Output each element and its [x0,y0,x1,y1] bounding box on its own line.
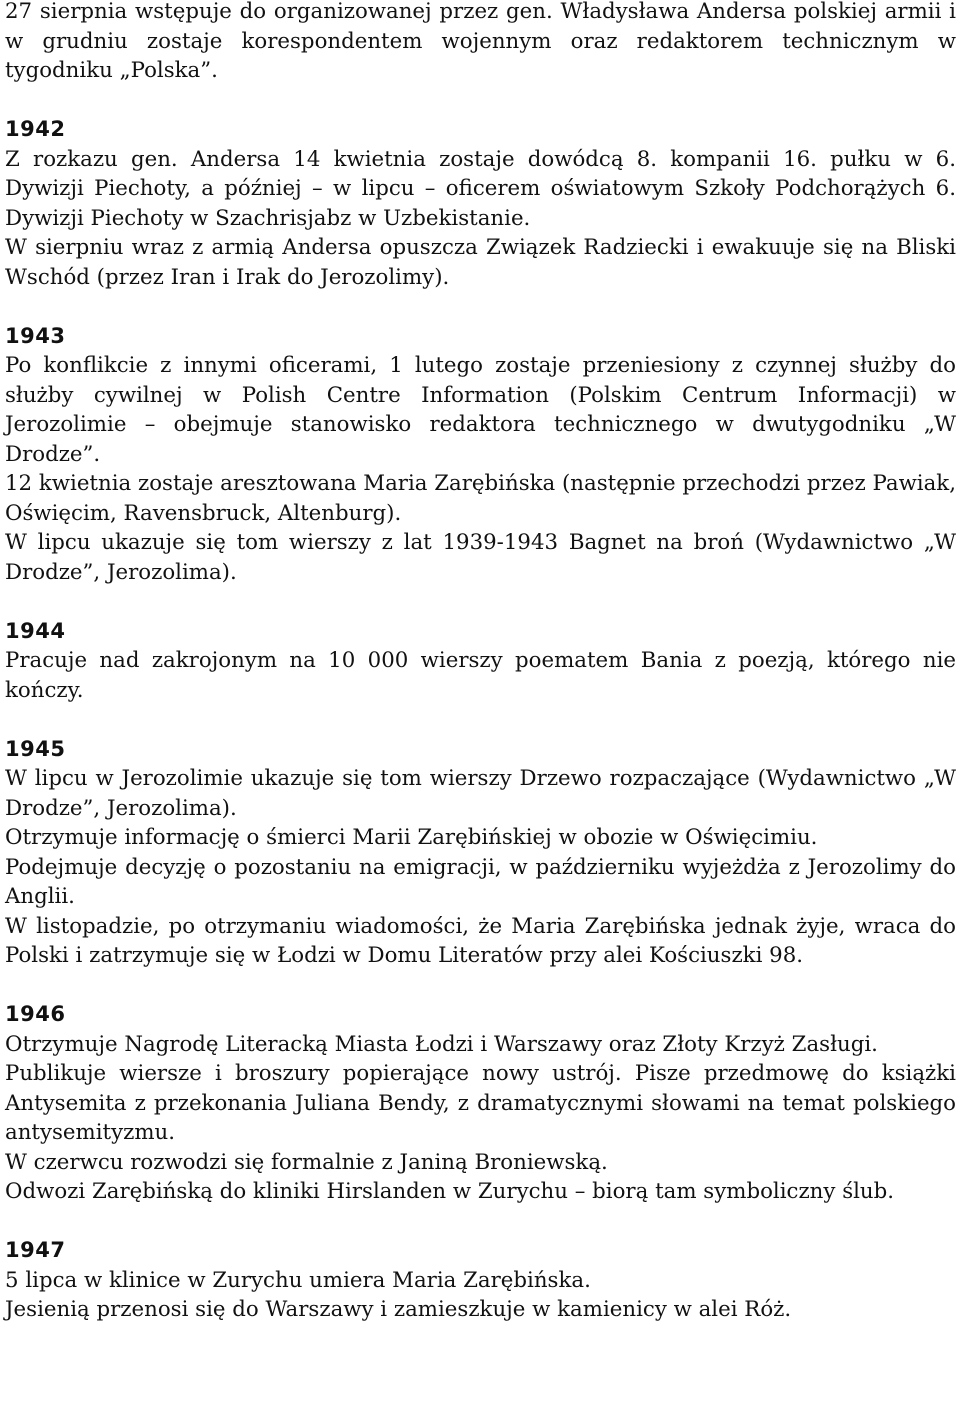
paragraph: W lipcu ukazuje się tom wierszy z lat 1939-1943 Bagnet na broń (Wydawnictwo „W Drodze”, Jerozolima). [5,530,956,585]
paragraph: W lipcu w Jerozolimie ukazuje się tom wierszy Drzewo rozpaczające (Wydawnictwo „W Drodze”, Jerozolima). [5,766,956,821]
year-section-1946 [5,1000,956,1207]
year-heading: 1944 [5,618,66,643]
paragraph: Pracuje nad zakrojonym na 10 000 wierszy poematem Bania z poezją, którego nie kończy. [5,648,956,703]
paragraph: Otrzymuje informację o śmierci Marii Zarębińskiej w obozie w Oświęcimiu. [5,825,818,850]
intro-block [5,0,956,86]
year-heading: 1945 [5,736,66,761]
paragraph: W czerwcu rozwodzi się formalnie z Janiną Broniewską. [5,1149,608,1175]
paragraph: Otrzymuje Nagrodę Literacką Miasta Łodzi i Warszawy oraz Złoty Krzyż Zasługi. [5,1031,878,1057]
year-heading: 1946 [5,1002,66,1026]
paragraph: Podejmuje decyzję o pozostaniu na emigracji, w październiku wyjeżdża z Jerozolimy do Anglii. [5,854,956,909]
paragraph: Jesienią przenosi się do Warszawy i zamieszkuje w kamienicy w alei Róż. [5,1297,792,1322]
year-section-1947 [5,1236,956,1325]
paragraph: W listopadzie, po otrzymaniu wiadomości, że Maria Zarębińska jednak żyje, wraca do Polski i zatrzymuje się w Łodzi w Domu Literatów przy alei Kościuszki 98. [5,913,956,968]
document-page [5,0,956,1325]
year-section-1942 [5,115,956,292]
paragraph: 12 kwietnia zostaje aresztowana Maria Zarębińska (następnie przechodzi przez Pawiak, Oświęcim, Ravensbruck, Altenburg). [5,471,956,526]
paragraph: Z rozkazu gen. Andersa 14 kwietnia zostaje dowódcą 8. kompanii 16. pułku w 6. Dywizji Piechoty, a później – w lipcu – oficerem oświatowym Szkoły Podchorążych 6. Dywizji Piechoty w Szachrisjabz w Uzbekistanie. [5,146,956,231]
year-heading: 1947 [5,1238,66,1262]
year-heading: 1943 [5,323,66,348]
year-section-1945 [5,735,956,971]
paragraph: 5 lipca w klinice w Zurychu umiera Maria Zarębińska. [5,1267,591,1293]
year-section-1943 [5,322,956,588]
paragraph: W sierpniu wraz z armią Andersa opuszcza Związek Radziecki i ewakuuje się na Bliski Wschód (przez Iran i Irak do Jerozolimy). [5,235,956,290]
paragraph: Po konflikcie z innymi oficerami, 1 lutego zostaje przeniesiony z czynnej służby do służby cywilnej w Polish Centre Information (Polskim Centrum Informacji) w Jerozolimie – obejmuje stanowisko redaktora technicznego w dwutygodniku „W Drodze”. [5,353,956,467]
paragraph: 27 sierpnia wstępuje do organizowanej przez gen. Władysława Andersa polskiej armii i w grudniu zostaje korespondentem wojennym oraz redaktorem technicznym w tygodniku „Polska”. [5,0,956,83]
timeline-sections [5,115,956,1325]
year-heading: 1942 [5,117,66,141]
paragraph: Odwozi Zarębińską do kliniki Hirslanden w Zurychu – biorą tam symboliczny ślub. [5,1179,895,1204]
paragraph: Publikuje wiersze i broszury popierające nowy ustrój. Pisze przedmowę do książki Antysemita z przekonania Juliana Bendy, z dramatycznymi słowami na temat polskiego antysemityzmu. [5,1061,956,1145]
year-section-1944 [5,617,956,706]
